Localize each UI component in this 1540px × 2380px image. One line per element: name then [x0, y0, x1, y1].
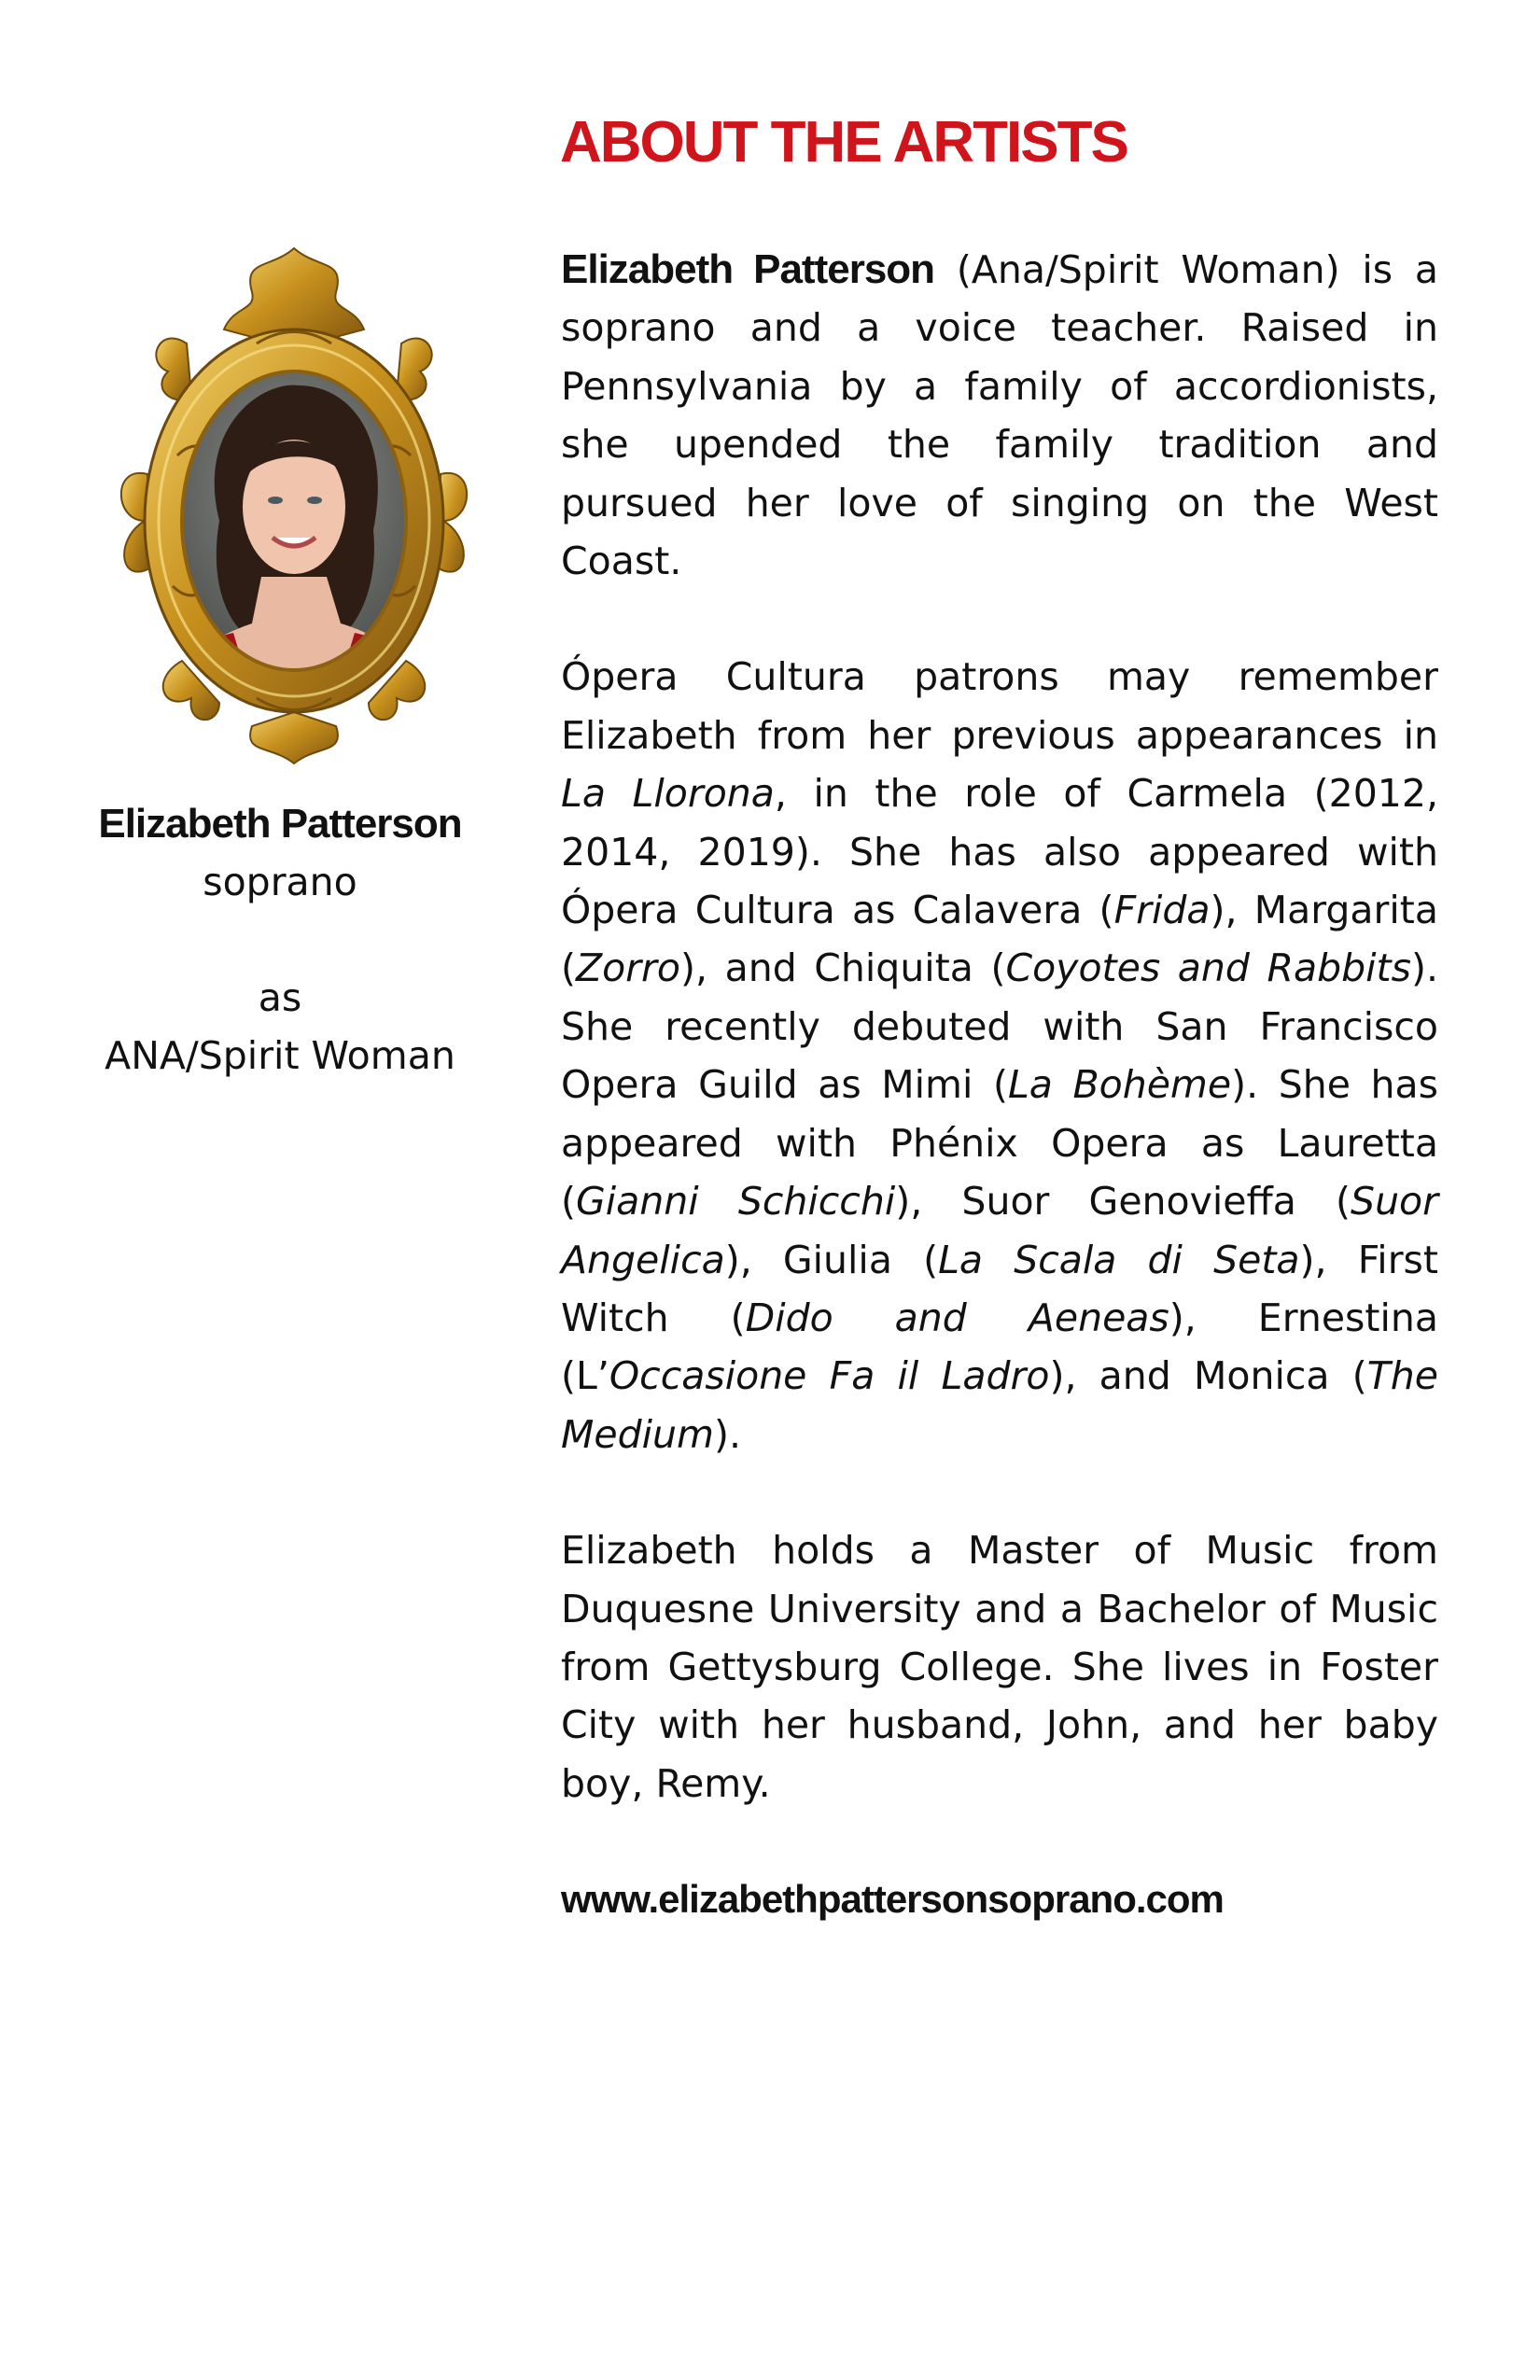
artist-bio [561, 241, 1438, 1929]
bio-name: Elizabeth Patterson [561, 246, 935, 292]
voice-type: soprano [203, 860, 357, 904]
page-title: ABOUT THE ARTISTS [560, 110, 1127, 175]
role-name: ANA/Spirit Woman [105, 1033, 455, 1078]
portrait [93, 241, 495, 782]
as-label: as [258, 975, 302, 1020]
bio-paragraph-3: Elizabeth holds a Master of Music from Duquesne University and a Bachelor of Music from Gettysburg College. She lives in Foster City with her husband, John, and her baby boy, Remy. [561, 1528, 1438, 1806]
artist-name: Elizabeth Patterson [98, 801, 462, 847]
bio-paragraph-2: Ópera Cultura patrons may remember Elizabeth from her previous appearances in La Llorona, in the role of Carmela (2012, 2014, 2019). She has also appeared with Ópera Cultura as Calavera (Frida), Margarita (Zorro), and Chiquita (Coyotes and Rabbits). She recently debuted with San Francisco Opera Guild as Mimi (La Bohème). She has appeared with Phénix Opera as Lauretta (Gianni Schicchi), Suor Genovieffa (Suor Angelica), Giulia (La Scala di Seta), First Witch (Dido and Aeneas), Ernestina (L’Occasione Fa il Ladro), and Monica (The Medium). [561, 654, 1439, 1457]
bio-paragraph-1: Elizabeth Patterson (Ana/Spirit Woman) is a soprano and a voice teacher. Raised in Pennsylvania by a family of accordionists, she upended the family tradition and pursued her love of singing on the West Coast. [561, 246, 1438, 584]
artist-caption [75, 795, 485, 1085]
website-link[interactable]: www.elizabethpattersonsoprano.com [561, 1877, 1224, 1922]
ornate-frame-icon [93, 241, 495, 782]
